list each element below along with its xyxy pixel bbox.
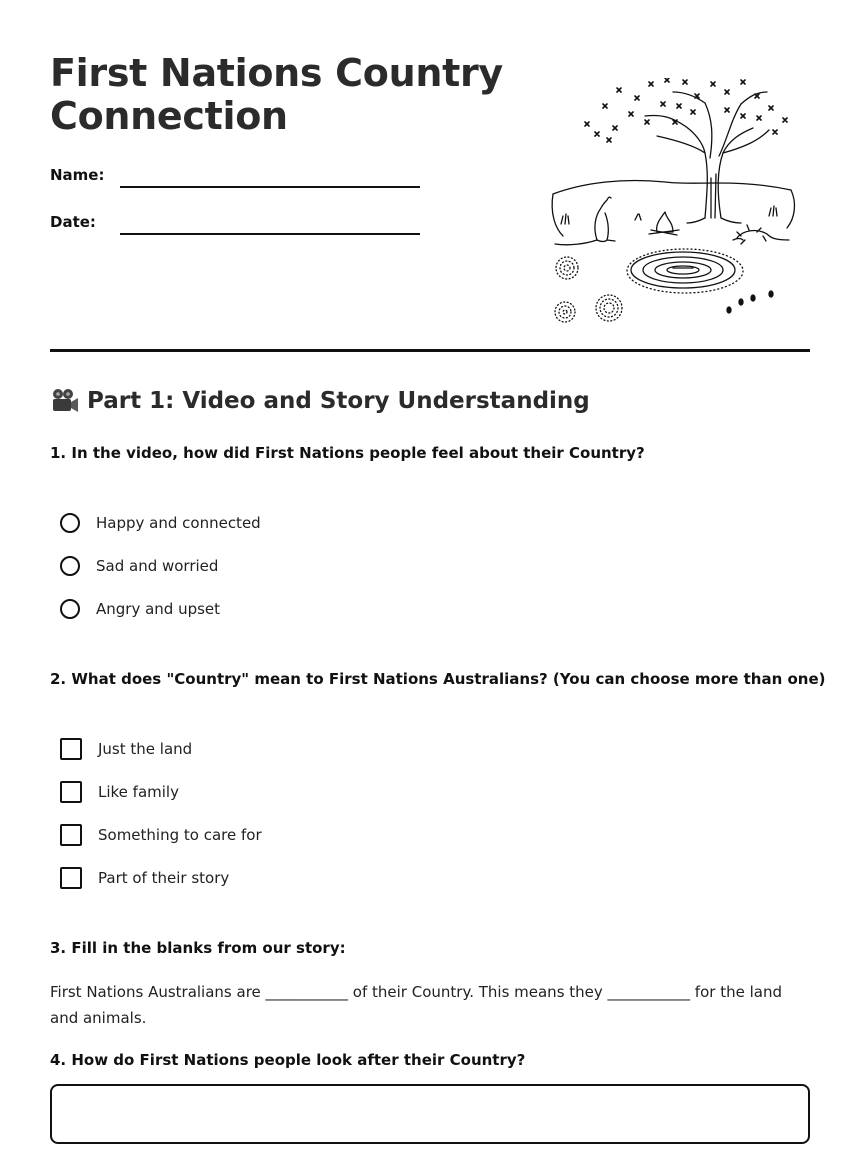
q2-option-family[interactable]	[60, 779, 179, 805]
date-line[interactable]	[120, 233, 420, 235]
dot-art-circles	[555, 257, 622, 322]
date-label: Date:	[50, 213, 96, 231]
question-1: 1. In the video, how did First Nations people feel about their Country?	[50, 444, 645, 462]
option-label: Happy and connected	[96, 514, 261, 532]
option-label: Sad and worried	[96, 557, 219, 575]
title-line-1: First Nations Country	[50, 51, 503, 95]
tree-icon	[585, 78, 787, 223]
date-field[interactable]	[50, 213, 430, 243]
radio-button[interactable]	[60, 556, 80, 576]
header-divider	[50, 349, 810, 352]
question-2: 2. What does "Country" mean to First Nations Australians? (You can choose more than one)	[50, 670, 826, 688]
checkbox[interactable]	[60, 781, 82, 803]
q1-option-sad[interactable]	[60, 553, 218, 579]
name-field[interactable]	[50, 166, 430, 196]
option-label: Part of their story	[98, 869, 230, 887]
checkbox[interactable]	[60, 867, 82, 889]
fill-in-sentence[interactable]: First Nations Australians are ___________ of their Country. This means they ___________ for the land and animals.	[50, 983, 782, 1027]
part1-heading-text: Part 1: Video and Story Understanding	[87, 388, 590, 414]
name-label: Name:	[50, 166, 105, 184]
goanna-icon	[733, 225, 789, 244]
q2-option-land[interactable]	[60, 736, 192, 762]
checkbox[interactable]	[60, 738, 82, 760]
title-line-2: Connection	[50, 94, 288, 138]
question-3: 3. Fill in the blanks from our story:	[50, 939, 346, 957]
name-line[interactable]	[120, 186, 420, 188]
q2-option-story[interactable]	[60, 865, 229, 891]
q1-option-happy[interactable]	[60, 510, 261, 536]
kangaroo-icon	[555, 197, 615, 245]
radio-button[interactable]	[60, 513, 80, 533]
checkbox[interactable]	[60, 824, 82, 846]
question-4: 4. How do First Nations people look after their Country?	[50, 1051, 526, 1069]
worksheet-title	[50, 52, 530, 138]
option-label: Something to care for	[98, 826, 262, 844]
radio-button[interactable]	[60, 599, 80, 619]
campfire-icon	[649, 212, 679, 235]
option-label: Like family	[98, 783, 179, 801]
q2-option-care[interactable]	[60, 822, 262, 848]
option-label: Angry and upset	[96, 600, 221, 618]
option-label: Just the land	[98, 740, 193, 758]
q4-answer-box[interactable]	[50, 1084, 810, 1144]
q1-option-angry[interactable]	[60, 596, 220, 622]
part1-heading	[50, 386, 590, 416]
outback-landscape-illustration	[545, 78, 805, 330]
footprints-icon	[727, 291, 773, 313]
movie-camera-icon	[50, 386, 80, 416]
waterhole-icon	[627, 249, 743, 293]
